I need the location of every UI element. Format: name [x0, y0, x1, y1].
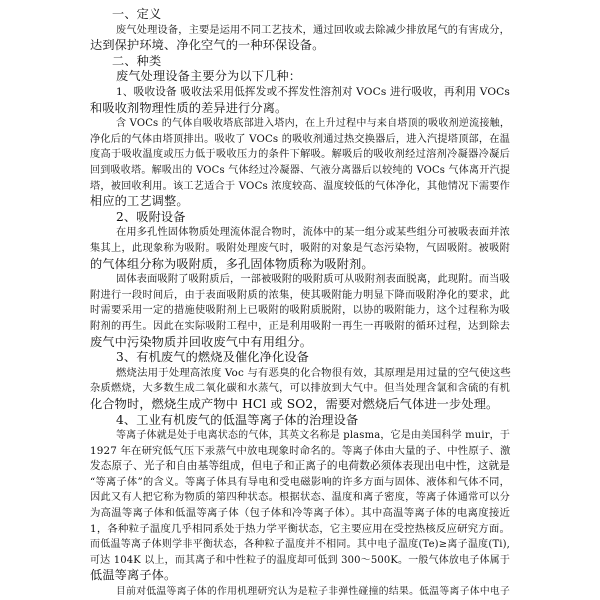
subheading-absorption: 1、吸收设备 吸收法采用低挥发或不挥发性溶剂对 VOCs 进行吸收，再利用 VOCs: [116, 86, 510, 98]
paragraph-line: 固体表面吸附了吸附质后，一部被吸附的吸附质可从吸附剂表面脱离，此现附。而当吸: [116, 274, 510, 286]
paragraph-line: 目前对低温等离子体的作用机理研究认为是粒子非弹性碰撞的结果。低温等离子体中电子: [116, 586, 510, 597]
paragraph-line: 发态原子、光子和自由基等组成，但电子和正离子的电荷数必须体表现出电中性，这就是: [90, 460, 510, 473]
paragraph-line: 含 VOCs 的气体自吸收塔底部进入塔内，在上升过程中与来自塔顶的吸收剂逆流接触，: [116, 118, 510, 130]
paragraph-line: “等离子体”的含义。等离子体具有导电和受电磁影响的许多方面与固体、液体和气体不同，: [90, 476, 510, 488]
paragraph-line: 杂质燃烧，大多数生成二氧化碳和水蒸气，可以排放到大气中。但当处理含氯和含硫的有机: [90, 383, 510, 395]
paragraph-line: 附剂的再生。因此在实际吸附工程中，正是利用吸附一再生一再吸附的循环过程，达到除去: [90, 320, 510, 332]
paragraph-line: 达到保护环境、净化空气的一种环保设备。: [90, 38, 325, 53]
paragraph-line: 度高于吸收温度或压力低于吸收压力的条件下解吸。解吸后的吸收剂经过溶剂冷凝器冷凝后: [90, 149, 510, 161]
paragraph-line: 塔，被回收利用。该工艺适合于 VOCs 浓度较高、温度较低的气体净化，其他情况下需要作: [90, 180, 510, 192]
paragraph-line: 废气中污染物质并回收废气中有用组分。: [90, 334, 313, 349]
heading-definition: 一、定义: [112, 7, 162, 21]
subheading-combustion: 3、有机废气的燃烧及催化净化设备: [116, 350, 309, 365]
paragraph-line: 等离子体就是处于电离状态的气体，其英文名称是 plasma，它是由美国科学 muir，于: [116, 430, 510, 442]
paragraph-line: 的气体组分称为吸附质，多孔固体物质称为吸附剂。: [90, 256, 374, 271]
paragraph-line: 相应的工艺调整。: [90, 194, 189, 209]
subheading-plasma: 4、工业有机废气的低温等离子体的治理设备: [116, 412, 359, 427]
paragraph-line: 废气处理设备主要分为以下几种：: [116, 69, 302, 84]
paragraph-line: 因此又有人把它称为物质的第四种状态。根据状态、温度和离子密度，等离子体通常可以分: [90, 492, 510, 504]
paragraph-line: 为高温等离子体和低温等离子体（包子体和冷等离子体）。其中高温等离子体的电离度接近: [90, 507, 510, 519]
paragraph-line: 附进行一段时间后，由于表面吸附质的浓集，使其吸附能力明显下降而吸附净化的要求，此: [90, 289, 510, 301]
paragraph-line: 集其上，此现象称为吸附。吸附处理废气时，吸附的对象是气态污染物，气固吸附。被吸附: [90, 242, 510, 254]
paragraph-line: 可达 104K 以上，而其离子和中性粒子的温度却可低到 300～500K。一般气体放电子体属于: [90, 554, 510, 566]
paragraph-line: 净化后的气体由塔顶排出。吸收了 VOCs 的吸收剂通过热交换器后，进入汽提塔顶部，在温: [90, 133, 510, 145]
paragraph-line: 和吸收剂物理性质的差异进行分离。: [90, 100, 288, 115]
paragraph-line: 1，各种粒子温度几乎相同系处于热力学平衡状态，它主要应用在受控热核反应研究方面。: [90, 522, 510, 535]
paragraph-line: 而低温等离子体则学非平衡状态，各种粒子温度并不相同。其中电子温度(Te)≥离子温度(Ti),: [90, 539, 510, 551]
paragraph-line: 1927 年在研究低气压下汞蒸气中放电现象时命名的。等离子体由大量的子、中性原子、激: [90, 444, 511, 457]
subheading-adsorption: 2、吸附设备: [116, 209, 186, 224]
paragraph-line: 燃烧法用于处理高浓度 Voc 与有恶臭的化合物很有效，其原理是用过量的空气使这些: [116, 366, 511, 379]
paragraph-line: 回到吸收塔。解吸出的 VOCs 气体经过冷凝器、气液分离器后以较纯的 VOCs 气体离开汽提: [90, 164, 510, 176]
paragraph-line: 废气处理设备，主要是运用不同工艺技术，通过回收或去除减少排放尾气的有害成分，: [116, 24, 510, 36]
heading-types: 二、种类: [112, 53, 162, 68]
paragraph-line: 低温等离子体。: [90, 568, 177, 583]
paragraph-line: 化合物时，燃烧生成产物中 HCl 或 SO2，需要对燃烧后气体进一步处理。: [90, 396, 499, 411]
paragraph-line: 时需要采用一定的措施使吸附剂上已吸附的吸附质脱附，以协的吸附能力，这个过程称为吸: [90, 305, 510, 317]
paragraph-line: 在用多孔性固体物质处理流体混合物时，流体中的某一组分或某些组分可被吸表面并浓: [116, 227, 510, 239]
